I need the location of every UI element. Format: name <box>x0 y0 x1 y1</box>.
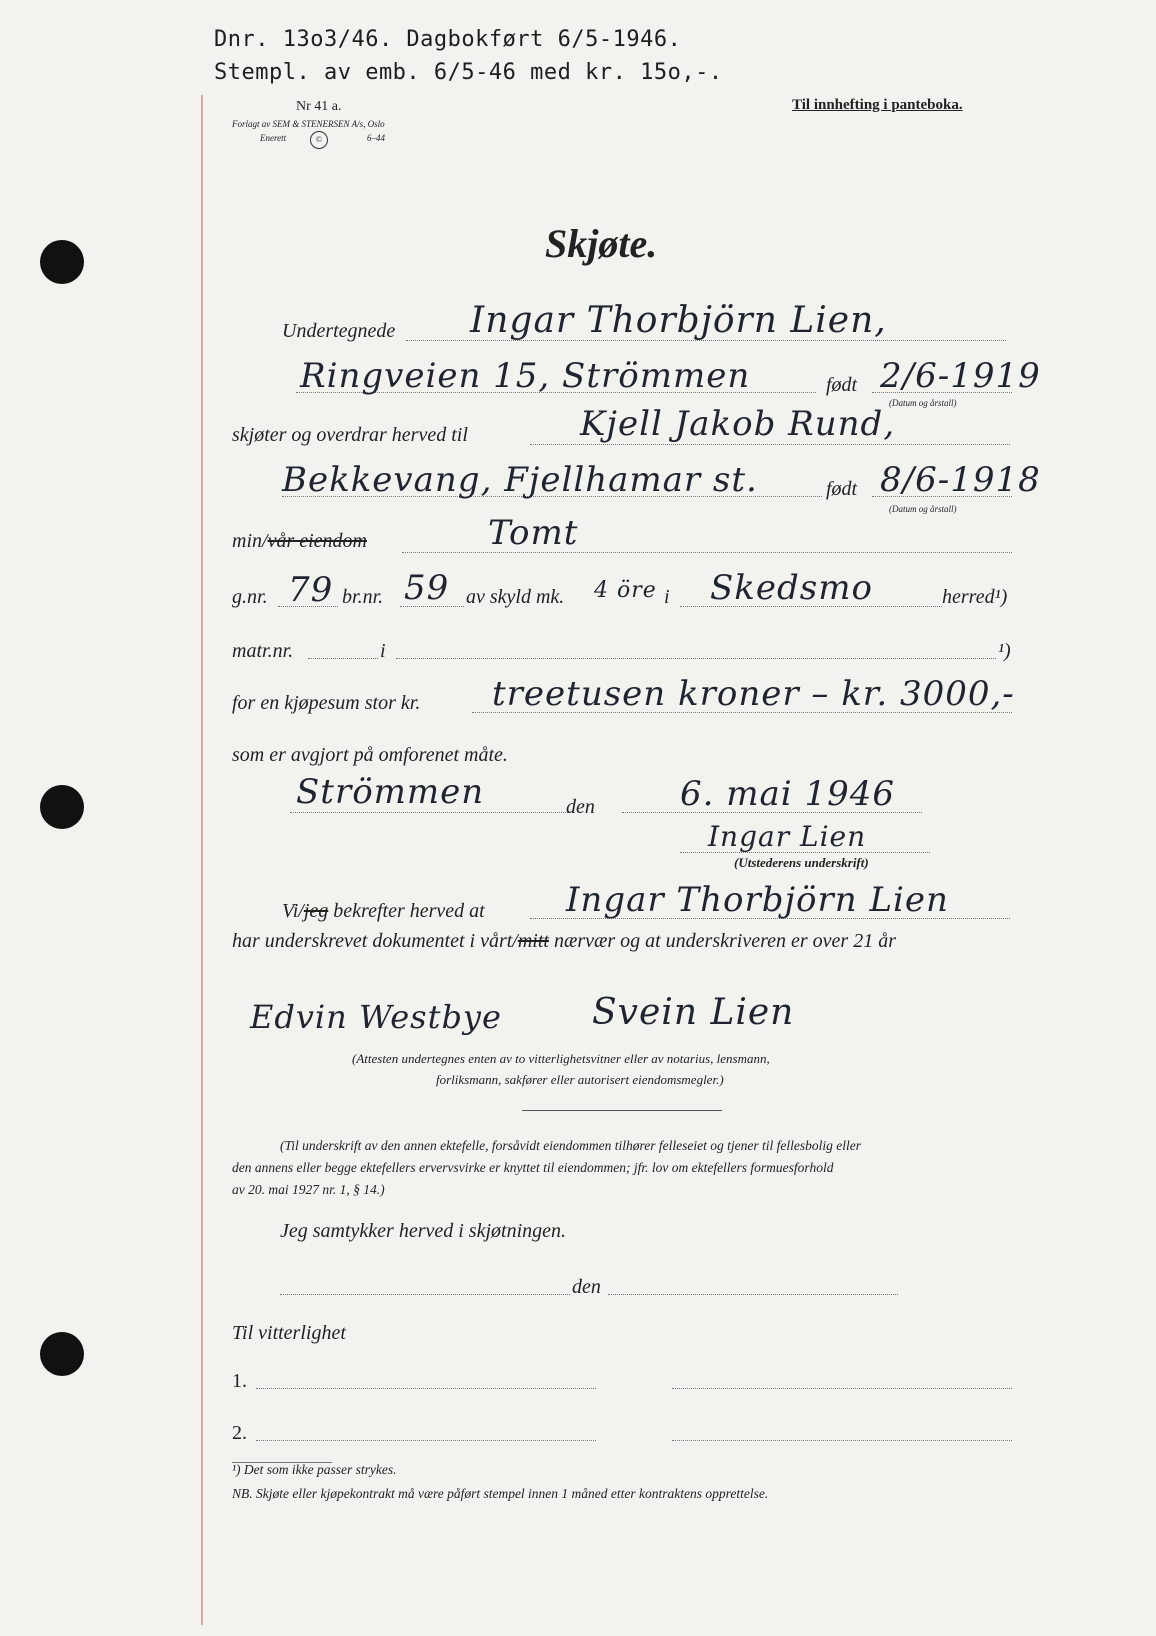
buyer-address: Bekkevang, Fjellhamar st. <box>282 460 758 500</box>
witness-line-a: har underskrevet dokumentet i vårt/ <box>232 930 518 952</box>
publisher-line: Forlagt av SEM & STENERSEN A/s, Oslo <box>232 119 385 129</box>
issuer-signature: Ingar Lien <box>708 820 867 853</box>
confirm-text: bekrefter herved at <box>333 900 485 922</box>
attest-note-2: forliksmann, sakfører eller autorisert eiendomsmegler.) <box>436 1072 724 1087</box>
gnr-value: 79 <box>288 570 334 610</box>
settled-text: som er avgjort på omforenet måte. <box>232 744 508 766</box>
witness-1-line <box>256 1388 596 1389</box>
witness-2-signature: Svein Lien <box>592 992 795 1033</box>
punch-hole <box>40 240 84 284</box>
seller-birth: 2/6-1919 <box>880 356 1041 396</box>
consent-date-line <box>608 1294 898 1295</box>
confirm-jeg: jeg <box>303 900 329 922</box>
price-value: treetusen kroner – kr. 3000,- <box>492 674 1015 714</box>
witness-1-address-line <box>672 1388 1012 1389</box>
buyer-name: Kjell Jakob Rund, <box>580 404 896 444</box>
buyer-birth: 8/6-1918 <box>880 460 1041 500</box>
issuer-signature-label: (Utstederens underskrift) <box>734 855 869 870</box>
datum-hint: (Datum og årstall) <box>889 398 957 408</box>
stamp-line: Stempl. av emb. 6/5-46 med kr. 15o,-. <box>214 60 723 85</box>
spouse-note-1: (Til underskrift av den annen ektefelle, forsåvidt eiendommen tilhører felleseiet og tjener til fellesbolig eller <box>280 1138 861 1153</box>
date-value: 6. mai 1946 <box>680 774 895 814</box>
consent-place-line <box>280 1294 570 1295</box>
witness-line-mitt: mitt <box>517 930 549 952</box>
price-label: for en kjøpesum stor kr. <box>232 692 421 714</box>
bnr-label: br.nr. <box>342 586 384 608</box>
undertegnede-label: Undertegnede <box>282 320 396 342</box>
transfer-label: skjøter og overdrar herved til <box>232 424 468 446</box>
attest-note-1: (Attesten undertegnes enten av to vitterlighetsvitner eller av notarius, lensmann, <box>352 1051 770 1066</box>
seller-address: Ringveien 15, Strömmen <box>300 356 751 396</box>
footnote-1: ¹) Det som ikke passer strykes. <box>232 1462 397 1477</box>
witness-2-line <box>256 1440 596 1441</box>
den-label: den <box>566 796 595 818</box>
property-label <box>232 530 367 553</box>
document-title: Skjøte. <box>545 221 658 266</box>
matr-line <box>308 658 378 659</box>
witness-number-2: 2. <box>232 1422 247 1444</box>
publisher-enerett: Enerett <box>260 133 287 143</box>
gnr-label: g.nr. <box>232 586 268 608</box>
skyld-label: av skyld mk. <box>466 586 565 608</box>
form-number: Nr 41 a. <box>296 99 342 114</box>
matr-footnote: ¹) <box>998 640 1011 662</box>
witness-number-1: 1. <box>232 1370 247 1392</box>
buyer-name-line <box>530 444 1010 445</box>
confirm-vi: Vi/ <box>282 900 304 922</box>
punch-hole <box>40 785 84 829</box>
consent-den-label: den <box>572 1276 601 1298</box>
place-value: Strömmen <box>296 772 485 812</box>
publisher-code: 6–44 <box>367 133 385 143</box>
witness-statement <box>232 930 896 953</box>
punch-hole <box>40 1332 84 1376</box>
publisher-seal-icon: © <box>310 131 328 149</box>
spouse-note-3: av 20. mai 1927 nr. 1, § 14.) <box>232 1182 385 1197</box>
herred-value: Skedsmo <box>710 568 873 608</box>
property-value: Tomt <box>488 513 579 553</box>
matr-label: matr.nr. <box>232 640 294 662</box>
witness-2-address-line <box>672 1440 1012 1441</box>
matr-i-line <box>396 658 996 659</box>
margin-line <box>201 95 203 1625</box>
bnr-value: 59 <box>404 568 450 608</box>
property-label-var: vår eiendom <box>267 530 367 552</box>
confirm-label <box>282 900 485 923</box>
separator <box>522 1110 722 1111</box>
issuer-signature-line <box>680 852 930 853</box>
consent-text: Jeg samtykker herved i skjøtningen. <box>280 1220 567 1242</box>
i-label: i <box>664 586 670 608</box>
footnote-nb: NB. Skjøte eller kjøpekontrakt må være påført stempel innen 1 måned etter kontraktens opprettelse. <box>232 1486 769 1501</box>
seller-name: Ingar Thorbjörn Lien, <box>470 300 887 341</box>
herred-label: herred¹) <box>942 586 1008 608</box>
registry-line: Dnr. 13o3/46. Dagbokført 6/5-1946. <box>214 27 682 52</box>
datum-hint: (Datum og årstall) <box>889 504 957 514</box>
spouse-note-2: den annens eller begge ektefellers ervervsvirke er knyttet til eiendommen; jfr. lov om ektefellers formuesforhold <box>232 1160 834 1175</box>
matr-i: i <box>380 640 386 662</box>
binding-note: Til innhefting i panteboka. <box>792 97 963 113</box>
vitterlighet-label: Til vitterlighet <box>232 1322 346 1344</box>
fodt-label: født <box>826 478 858 500</box>
place-line <box>290 812 568 813</box>
confirm-name: Ingar Thorbjörn Lien <box>566 880 949 920</box>
witness-1-signature: Edvin Westbye <box>250 998 502 1036</box>
fodt-label: født <box>826 374 858 396</box>
property-label-min: min/ <box>232 530 268 552</box>
skyld-value: 4 öre <box>594 578 657 603</box>
witness-line-b: nærvær og at underskriveren er over 21 år <box>553 930 896 952</box>
